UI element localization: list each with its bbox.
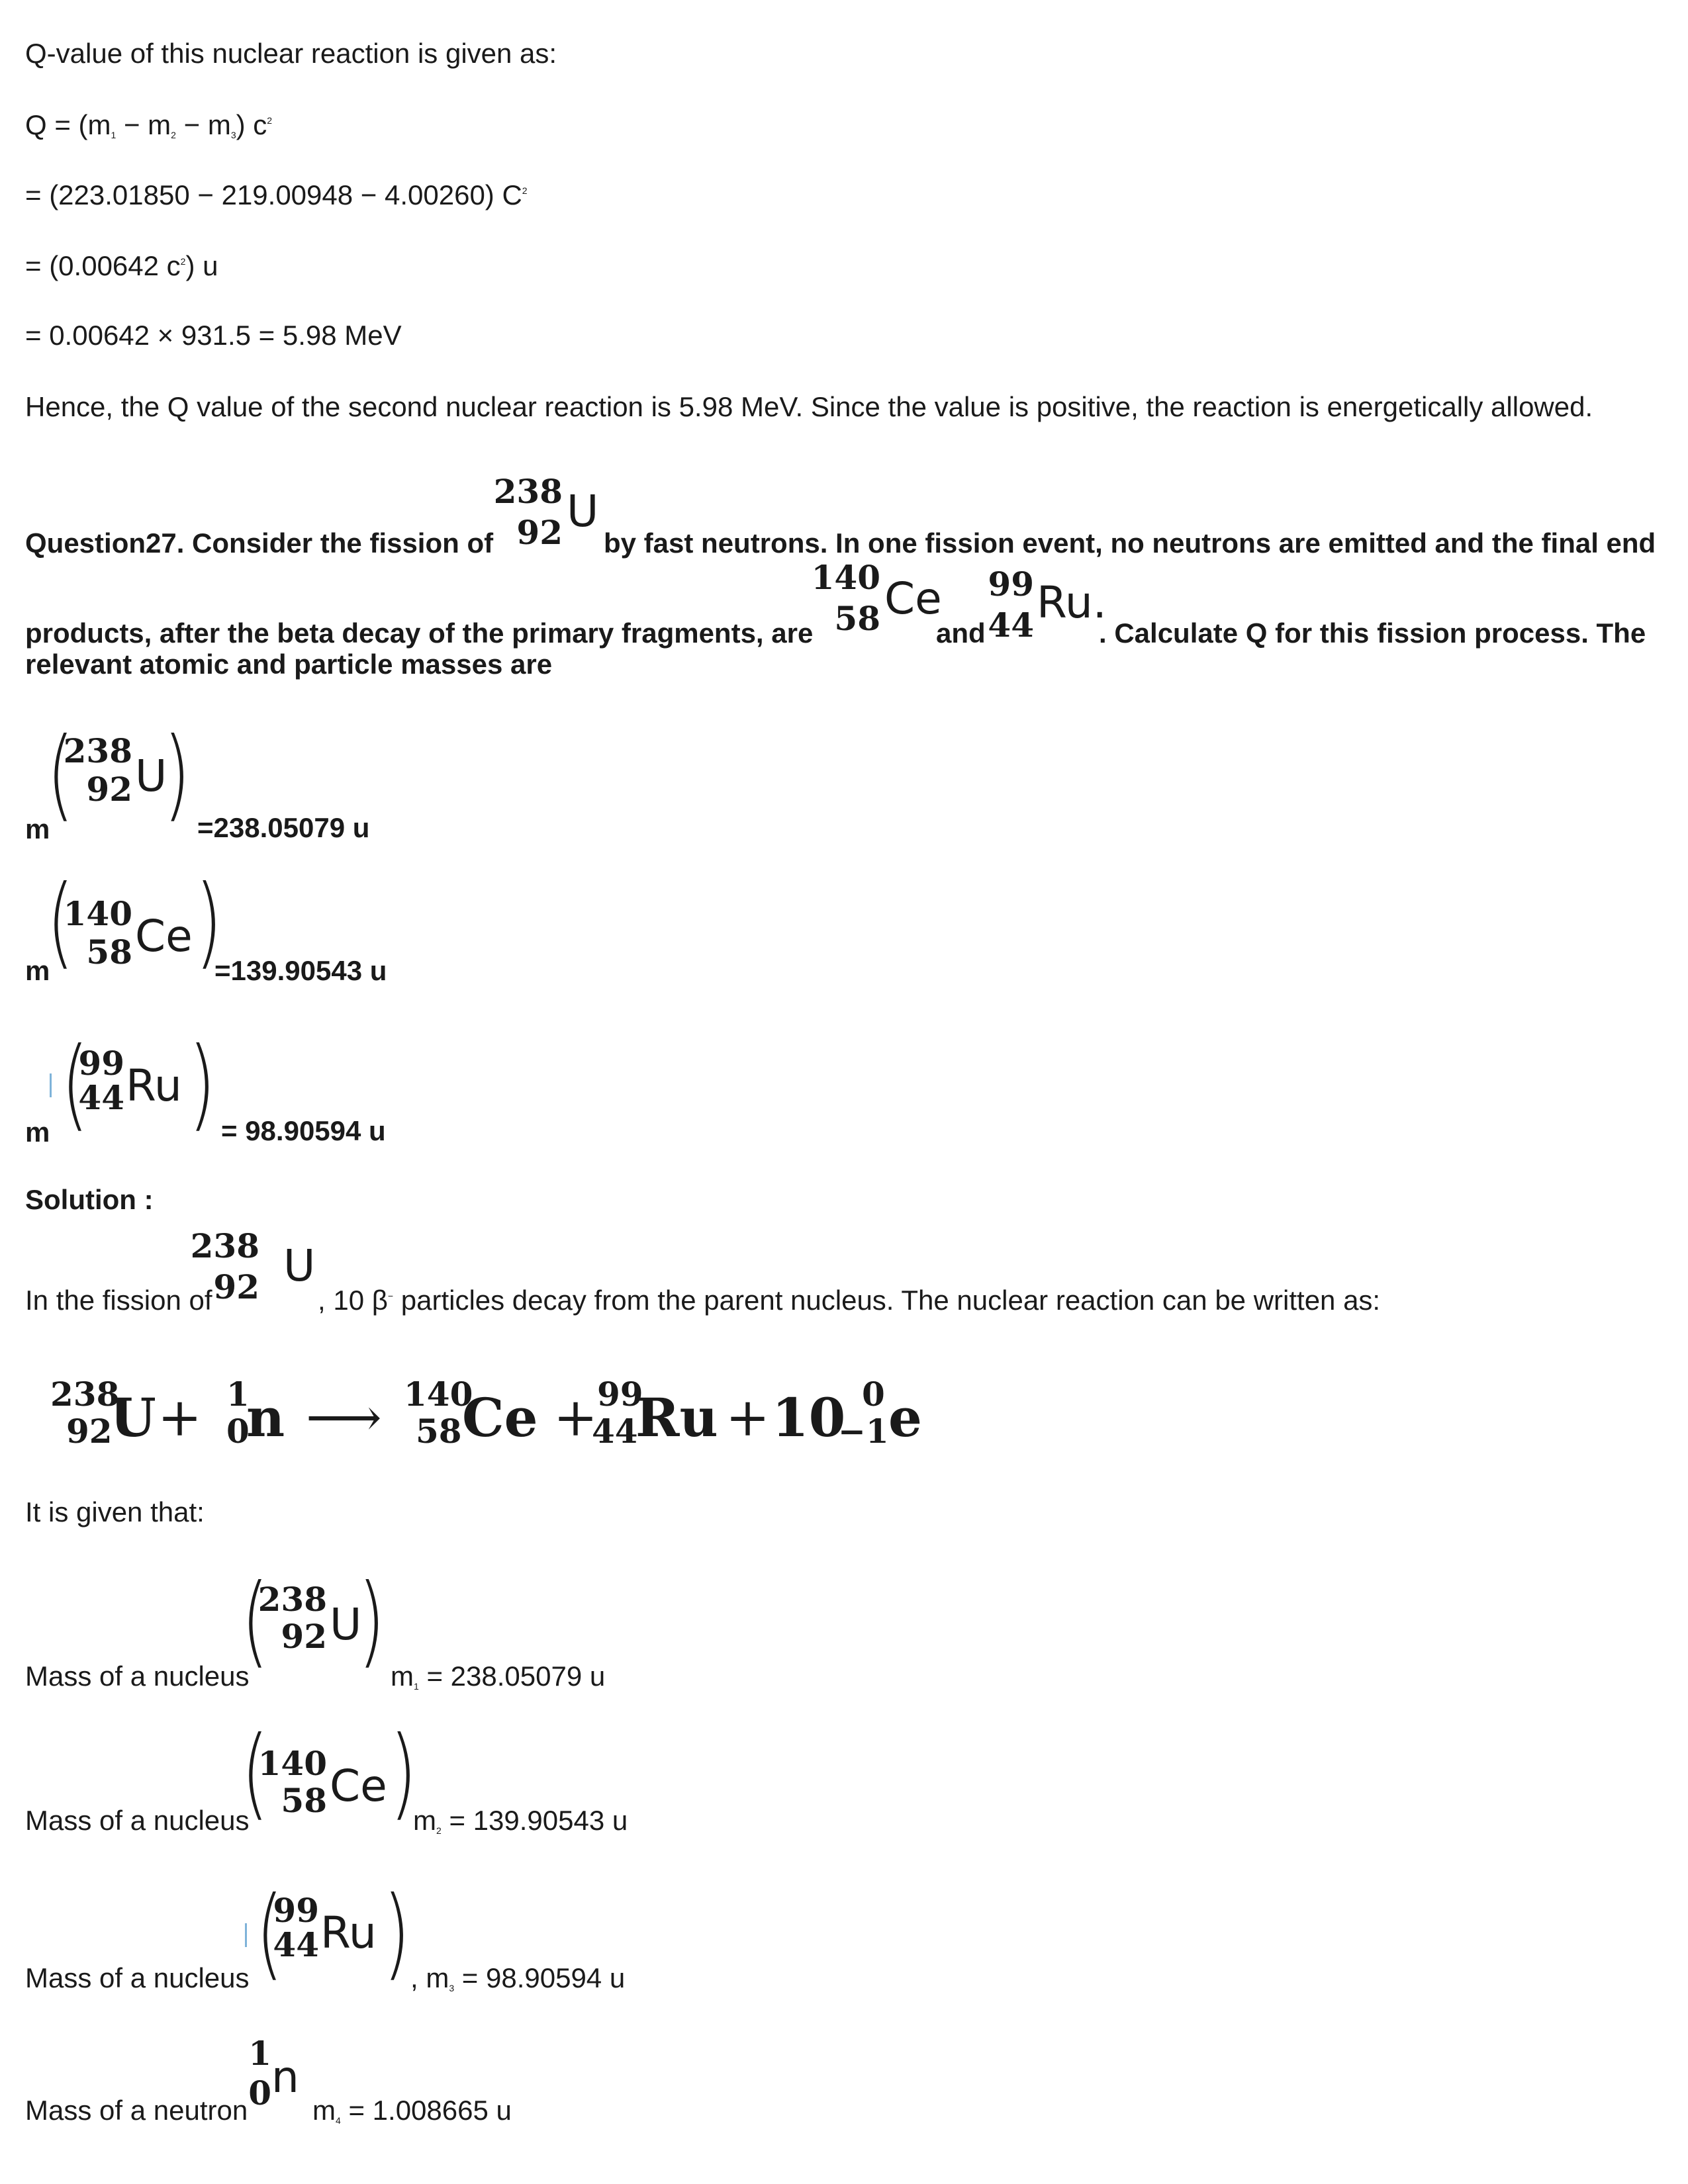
q-value-intro: Q-value of this nuclear reaction is given as: (25, 38, 557, 69)
q-conclusion: Hence, the Q value of the second nuclear reaction is 5.98 MeV. Since the value is positive, the reaction is energetically allowed. (25, 391, 1593, 422)
m3-value: , m3 = 98.90594 u (410, 1962, 626, 1993)
q-result: = 0.00642 × 931.5 = 5.98 MeV (25, 320, 402, 351)
right-paren: ) (383, 1876, 410, 1991)
text-cursor (50, 1073, 52, 1097)
eq-ru-number: 44 (592, 1412, 638, 1451)
left-paren: ( (46, 864, 74, 979)
eq-n-mass: 1 (226, 1375, 250, 1414)
m4-value: m4 = 1.008665 u (312, 2095, 512, 2126)
eq-plus-2: + (553, 1387, 598, 1448)
eq-ru-mass: 99 (597, 1375, 643, 1414)
right-paren: ) (195, 864, 222, 979)
question-text-3: products, after the beta decay of the primary fragments, are (25, 617, 814, 649)
eq-arrow: ⟶ (306, 1387, 382, 1448)
eq-e-top: 0 (862, 1375, 885, 1414)
given-heading: It is given that: (25, 1496, 205, 1527)
mass-ce140-value: =139.90543 u (214, 955, 387, 986)
right-paren: ) (188, 1026, 216, 1142)
left-paren: ( (241, 1715, 269, 1831)
m1-value: m1 = 238.05079 u (391, 1661, 606, 1692)
eq-u-mass: 238 (50, 1375, 120, 1414)
mass-u238-value: =238.05079 u (197, 812, 370, 843)
nuclide-number: 92 (516, 513, 563, 552)
eq-e-bottom: −1 (838, 1412, 889, 1451)
q-mass-defect: = (0.00642 $c^2$) u (25, 250, 218, 281)
mass-nucleus-label-ru: Mass of a nucleus (25, 1962, 250, 1993)
solution-heading: Solution : (25, 1184, 154, 1215)
mass-nucleus-label-ce: Mass of a nucleus (25, 1805, 250, 1836)
fission-text-1: In the fission of (25, 1285, 212, 1316)
eq-e-symbol: e (888, 1387, 922, 1449)
fission-text-2: , 10 β− particles decay from the parent nucleus. The nuclear reaction can be written as: (318, 1285, 1381, 1316)
nuclear-reaction-equation (50, 1375, 922, 1457)
left-paren: ( (61, 1026, 89, 1142)
nuclide-mass: 238 (493, 472, 563, 511)
m2-value: m2 = 139.90543 u (413, 1805, 628, 1836)
q-substitution: = (223.01850 − 219.00948 − 4.00260) $C^2$ (25, 179, 528, 210)
mass-nucleus-label-u: Mass of a nucleus (25, 1661, 250, 1692)
eq-u-symbol: U (110, 1387, 156, 1449)
eq-ce-mass: 140 (404, 1375, 473, 1414)
eq-u-number: 92 (66, 1412, 113, 1451)
mass-neutron-label: Mass of a neutron (25, 2095, 248, 2126)
question-text-1: Question27. Consider the fission of (25, 527, 494, 559)
left-paren: ( (46, 717, 74, 832)
eq-ce-symbol: Ce (462, 1387, 538, 1449)
mass-ru99-value: = 98.90594 u (221, 1115, 386, 1146)
eq-plus-1: + (158, 1387, 203, 1448)
mass-m-label: m (25, 813, 50, 844)
right-paren: ) (163, 717, 191, 832)
eq-ru-symbol: Ru (635, 1387, 718, 1449)
question-text-and: and (936, 617, 986, 649)
right-paren: ) (357, 1563, 385, 1678)
eq-plus-3: + (726, 1387, 771, 1448)
question-text-5: . Calculate Q for this fission process. The (1099, 617, 1646, 649)
left-paren: ( (241, 1563, 269, 1678)
q-formula: Q = (m1 − m2 − m3) $c^2$ (25, 109, 273, 140)
right-paren: ) (389, 1715, 417, 1831)
left-paren: ( (256, 1876, 283, 1991)
eq-n-symbol: n (246, 1387, 285, 1449)
eq-ce-number: 58 (416, 1412, 462, 1451)
text-cursor (245, 1923, 247, 1947)
eq-n-number: 0 (226, 1412, 250, 1451)
question-text-2: by fast neutrons. In one fission event, no neutrons are emitted and the final end (604, 527, 1656, 559)
eq-coefficient: 10 (772, 1387, 846, 1449)
nuclide-symbol: U (567, 486, 599, 537)
question-text-6: relevant atomic and particle masses are (25, 649, 553, 680)
